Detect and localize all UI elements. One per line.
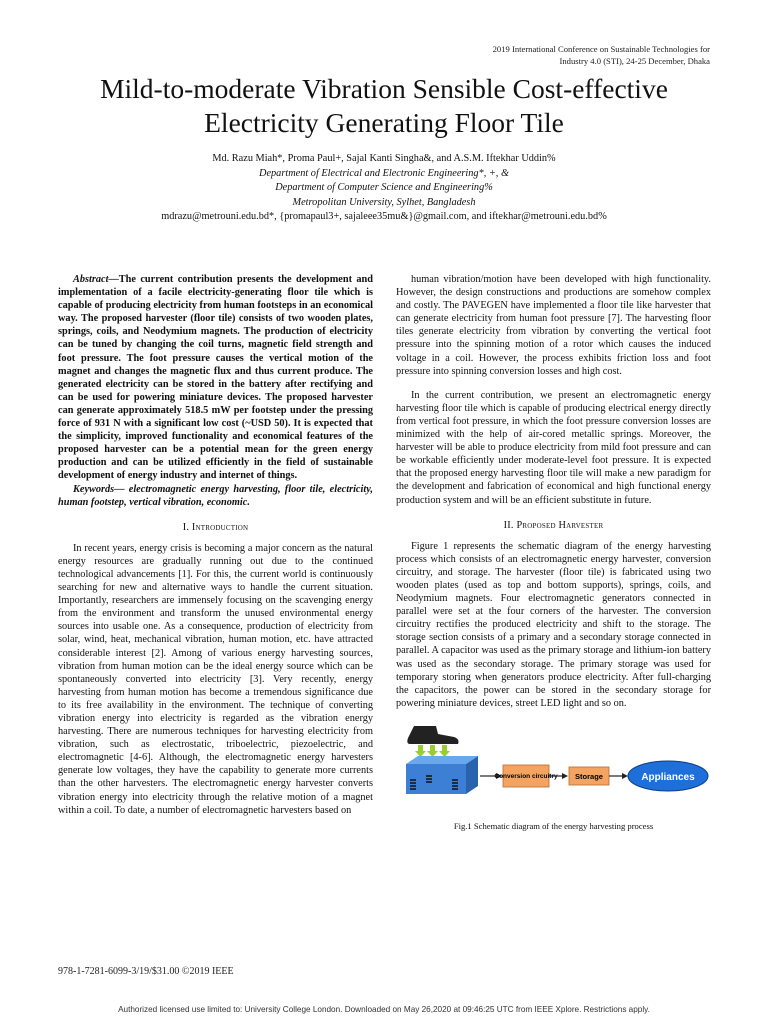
- floor-tile-harvester: [406, 756, 478, 794]
- paper-title: [40, 72, 728, 140]
- section-heading-proposed-harvester: II. Proposed Harvester: [503, 519, 604, 531]
- abstract: [58, 273, 373, 483]
- introduction-text: In recent years, energy crisis is becoming a major concern as the natural energy resources are gradually running out due to the continued technological advancements [1]. For this, the current world is continuously searching for new and alternative ways to handle the current situation. Importantly, researchers are immensely focusing on the scavenging energy from the environment and transform the unused environmental energy sources into usable one. As a consequence, production of electricity from solar, wind, heat, mechanical vibration, human motion, etc. have attracted considerable interest [2]. Among of various energy harvesting sources, vibration from human motion can be the ideal energy source which can be spontaneously converted into electricity [3]. Very recently, energy harvesting from human motion has become a tremendous significance due to its free availability in the environment. The technique of converting vibration energy into electricity is regarded as the vibration energy harvesting. There are numerous techniques for harvesting electricity from vibration, such as electrostatic, triboelectric, piezoelectric, and electromagnetic [4-6]. Although, the electromagnetic energy harvesters generate low voltages, they have the capability to generate more currents than the other harvesters. The electromagnetic energy harvester converts vibration energy into electricity through the relative motion of a magnet within a coil. To date, a number of electromagnetic harvesters based on: [58, 542, 373, 816]
- section-heading-introduction: I. Introduction: [182, 521, 249, 533]
- shoe-icon: [407, 726, 458, 744]
- title-line-2: Electricity Generating Floor Tile: [204, 107, 564, 138]
- author-names: Md. Razu Miah*, Proma Paul+, Sajal Kanti Singha&, and A.S.M. Iftekhar Uddin%: [212, 153, 556, 164]
- conversion-circuitry-label: Conversion circuitry: [494, 772, 558, 780]
- right-column: [396, 273, 711, 833]
- abstract-lead: Abstract: [73, 274, 109, 285]
- department-cse: Department of Computer Science and Engineering%: [275, 182, 493, 193]
- department-eee: Department of Electrical and Electronic Engineering*, +, &: [259, 167, 509, 179]
- author-block: [40, 152, 728, 225]
- keywords: Keywords— electromagnetic energy harvesting, floor tile, electricity, human footstep, vertical vibration, economic.: [58, 483, 373, 508]
- intro-continued-paragraph: human vibration/motion have been developed with high functionality. However, the design constructions and productions are somehow complex and costly. The PAVEGEN have implemented a floor tile like harvester that can generate electricity from human foot pressure [7]. The harvesting floor tiles generate electricity from vibration by converting the vertical foot pressure into the spinning motion of a rotor which causes the induced voltage in a coil. However, the process exhibits friction loss and foot pressure into spinning conversion losses and high cost.: [396, 274, 711, 377]
- left-column: [58, 273, 373, 817]
- appliances-label: Appliances: [641, 771, 695, 783]
- author-emails: mdrazu@metrouni.edu.bd*, {promapaul3+, sajaleee35mu&}@gmail.com, and iftekhar@metrouni.edu.bd%: [161, 211, 607, 222]
- conference-line-1: 2019 International Conference on Sustainable Technologies for: [492, 44, 710, 54]
- authorized-use-notice: Authorized licensed use limited to: University College London. Downloaded on May 26,2020 at 09:46:25 UTC from IEEE Xplore. Restrictions apply.: [118, 1005, 650, 1014]
- figure-1-caption: Fig.1 Schematic diagram of the energy harvesting process: [453, 820, 654, 831]
- isbn-copyright: 978-1-7281-6099-3/19/$31.00 ©2019 IEEE: [58, 966, 234, 977]
- foot-pressure-arrows: [415, 745, 450, 757]
- figure-1: [396, 720, 711, 812]
- flow-arrow-3: [609, 773, 628, 779]
- storage-label: Storage: [575, 771, 603, 781]
- university: Metropolitan University, Sylhet, Bangladesh: [292, 196, 476, 208]
- schematic-diagram: [396, 720, 711, 812]
- abstract-text: —The current contribution presents the development and implementation of a facile electricity-generating floor tile which is capable of producing electricity from human footsteps in an economical way. The proposed harvester (floor tile) consists of two wooden plates, springs, coils, and Neodymium magnets. The production of electricity can be tuned by changing the coil turns, magnetic field strength and foot pressure. The foot pressure causes the vertical motion of the magnet and changes the magnetic flux and thus current produce. The generated electricity can be stored in the battery after rectifying and can be used for powering miniature devices. The proposed harvester can generate approximately 518.5 mW per footstep under the pressing force of 931 N with a significant low cost (~USD 50). It is expected that the simplicity, improved functionality and economical features of the proposed harvester can be a potential mean for the green energy production and can be utilized efficiently in the field of sustainable development of energy industry and internet of things.: [58, 274, 373, 482]
- contribution-paragraph: In the current contribution, we present an electromagnetic energy harvesting floor tile which is capable of producing electrical energy directly from vertical foot pressure, in which the foot pressure conversion losses are minimized with the help of air-cored metallic springs. Moreover, the harvester will be able to produce electricity from mild foot pressure and can be workable efficiently under moderate-level foot pressure. It is expected that the proposed energy harvesting floor tile will make a new paradigm for the development and fabrication of economical and high functional energy production system and will be an efficient substitute in future.: [396, 389, 711, 506]
- conference-line-2: Industry 4.0 (STI), 24-25 December, Dhaka: [559, 56, 710, 66]
- title-line-1: Mild-to-moderate Vibration Sensible Cost-effective: [100, 73, 668, 104]
- proposed-harvester-text: Figure 1 represents the schematic diagram of the energy harvesting process which consists of an electromagnetic energy harvester, conversion circuitry, and storage. The harvester (floor tile) is fabricated using two wooden plates (used as top and bottom supports), springs, coils, and Neodymium magnets. Four electromagnetic generators connected in parallel were set at the four corners of the harvester. The conversion circuitry rectifies the produced electricity and shift to the storage. The storage section consists of a primary and a secondary storage connected in parallel. A capacitor was used as the primary storage and lithium-ion battery was used as the secondary storage. The primary storage was used for temporary storing when generators produce electricity. After full-charging the capacitors, the power can be stored in the secondary storage for powering miniature devices, street LED light and so on.: [396, 540, 711, 709]
- conference-header: [370, 43, 710, 67]
